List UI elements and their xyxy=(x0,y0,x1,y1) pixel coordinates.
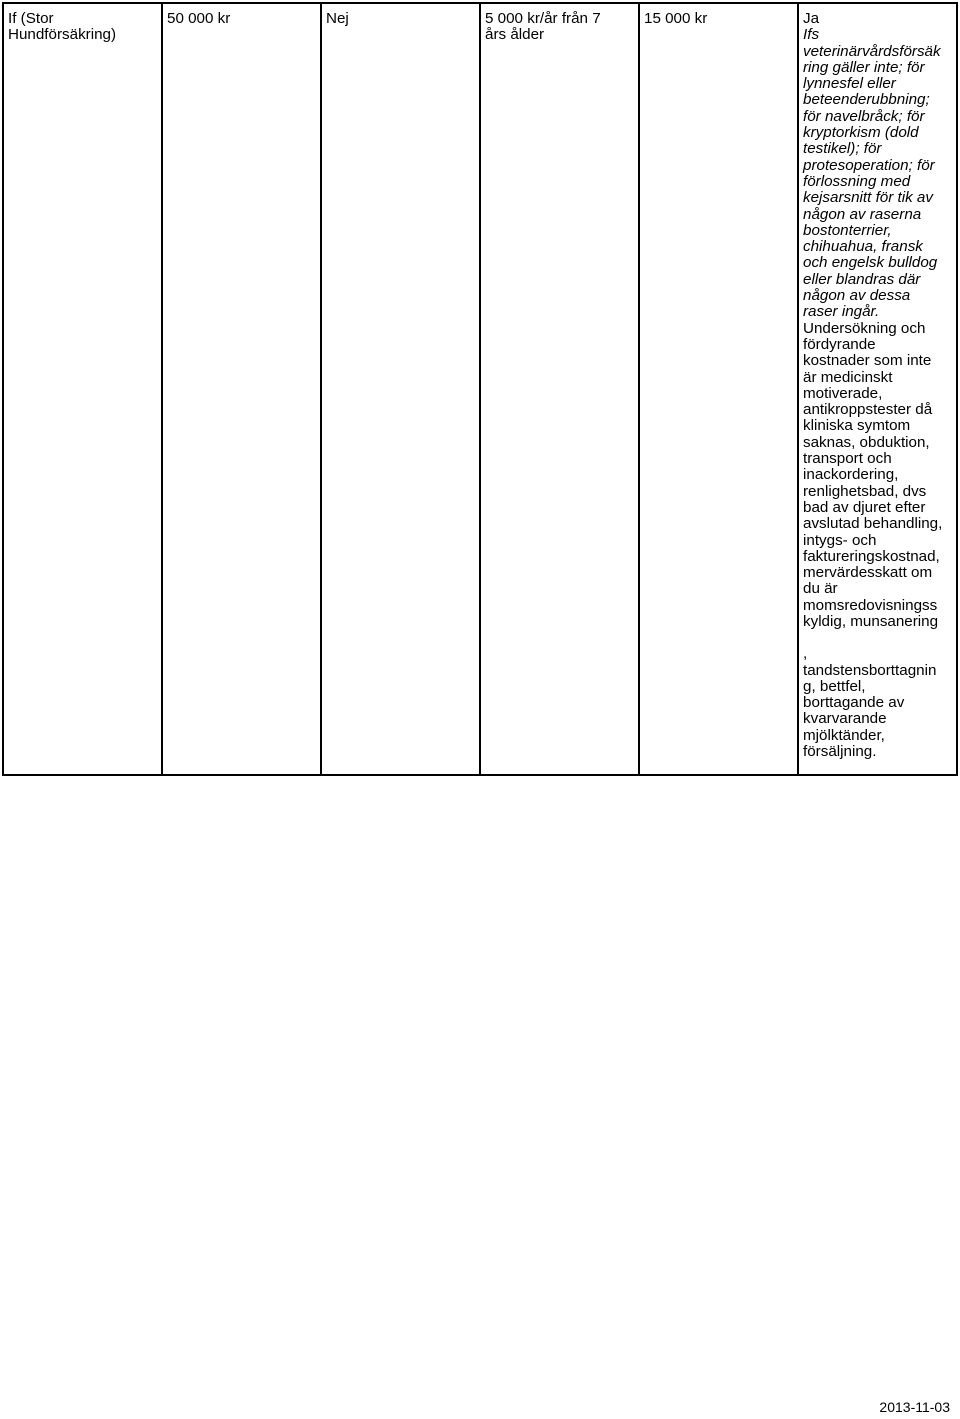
exclusion-line: tandstensborttagnin xyxy=(803,661,937,679)
exclusions-cell xyxy=(798,3,957,775)
fee-line: 5 000 kr/år från 7 xyxy=(485,10,601,27)
exclusion-line: kryptorkism (dold xyxy=(803,124,919,142)
table-row xyxy=(3,3,957,775)
exclusion-line: kostnader som inte xyxy=(803,352,932,370)
footer-date: 2013-11-03 xyxy=(879,1399,950,1415)
exclusion-line: försäljning. xyxy=(803,743,877,761)
exclusion-line: renlighetsbad, dvs xyxy=(803,482,927,500)
exclusion-line: ring gäller inte; för xyxy=(803,58,925,76)
exclusion-line: och engelsk bulldog xyxy=(803,254,938,272)
insurer-line: If (Stor xyxy=(8,10,54,27)
coverage-yes: Ja xyxy=(803,10,820,27)
exclusion-line: fördyrande xyxy=(803,335,876,353)
exclusion-line: Undersökning och xyxy=(803,319,926,337)
amount-cell xyxy=(162,3,321,775)
line-gap xyxy=(803,630,952,646)
fee-cell xyxy=(480,3,639,775)
limit-cell xyxy=(639,3,798,775)
exclusion-line: momsredovisningss xyxy=(803,596,938,614)
exclusion-line: någon av raserna xyxy=(803,205,922,223)
exclusion-line: mjölktänder, xyxy=(803,726,885,744)
exclusion-line: bad av djuret efter xyxy=(803,498,926,516)
exclusion-line: raser ingår. xyxy=(803,303,880,321)
exclusions-italic xyxy=(803,27,952,320)
amount-value: 50 000 kr xyxy=(167,10,231,27)
exclusion-line: , xyxy=(803,645,808,663)
answer-value: Nej xyxy=(326,10,349,27)
exclusion-line: avslutad behandling, xyxy=(803,515,943,533)
insurer-cell xyxy=(3,3,162,775)
exclusion-line: kliniska symtom xyxy=(803,417,911,435)
exclusion-line: kejsarsnitt för tik av xyxy=(803,189,933,207)
exclusion-line: för navelbråck; för xyxy=(803,107,925,125)
exclusion-line: transport och xyxy=(803,450,892,468)
exclusion-line: antikroppstester då xyxy=(803,401,933,419)
insurer-line: Hundförsäkring) xyxy=(8,26,117,44)
insurance-comparison-table xyxy=(2,2,958,776)
exclusion-line: inackordering, xyxy=(803,466,899,484)
exclusion-line: faktureringskostnad, xyxy=(803,547,940,565)
exclusion-line: kyldig, munsanering xyxy=(803,612,939,630)
exclusion-line: lynnesfel eller xyxy=(803,75,896,93)
exclusion-line: saknas, obduktion, xyxy=(803,433,930,451)
exclusion-line: förlossning med xyxy=(803,172,911,190)
exclusion-line: g, bettfel, xyxy=(803,677,866,695)
exclusion-line: intygs- och xyxy=(803,531,877,549)
exclusion-line: är medicinskt xyxy=(803,368,893,386)
exclusion-line: Ifs xyxy=(803,26,820,44)
exclusion-line: protesoperation; för xyxy=(803,156,935,174)
exclusion-line: motiverade, xyxy=(803,384,883,402)
exclusion-line: någon av dessa xyxy=(803,287,911,305)
fee-line: års ålder xyxy=(485,26,545,44)
exclusion-line: veterinärvårdsförsäk xyxy=(803,42,941,60)
answer-cell xyxy=(321,3,480,775)
limit-value: 15 000 kr xyxy=(644,10,708,27)
exclusion-line: du är xyxy=(803,580,838,598)
exclusion-line: chihuahua, fransk xyxy=(803,238,923,256)
exclusion-line: beteenderubbning; xyxy=(803,91,930,109)
exclusions-regular xyxy=(803,321,952,761)
exclusion-line: eller blandras där xyxy=(803,270,921,288)
exclusion-line: kvarvarande xyxy=(803,710,887,728)
exclusion-line: testikel); för xyxy=(803,140,882,158)
exclusion-line: borttagande av xyxy=(803,694,905,712)
exclusion-line: mervärdesskatt om xyxy=(803,564,933,582)
exclusion-line: bostonterrier, xyxy=(803,221,892,239)
